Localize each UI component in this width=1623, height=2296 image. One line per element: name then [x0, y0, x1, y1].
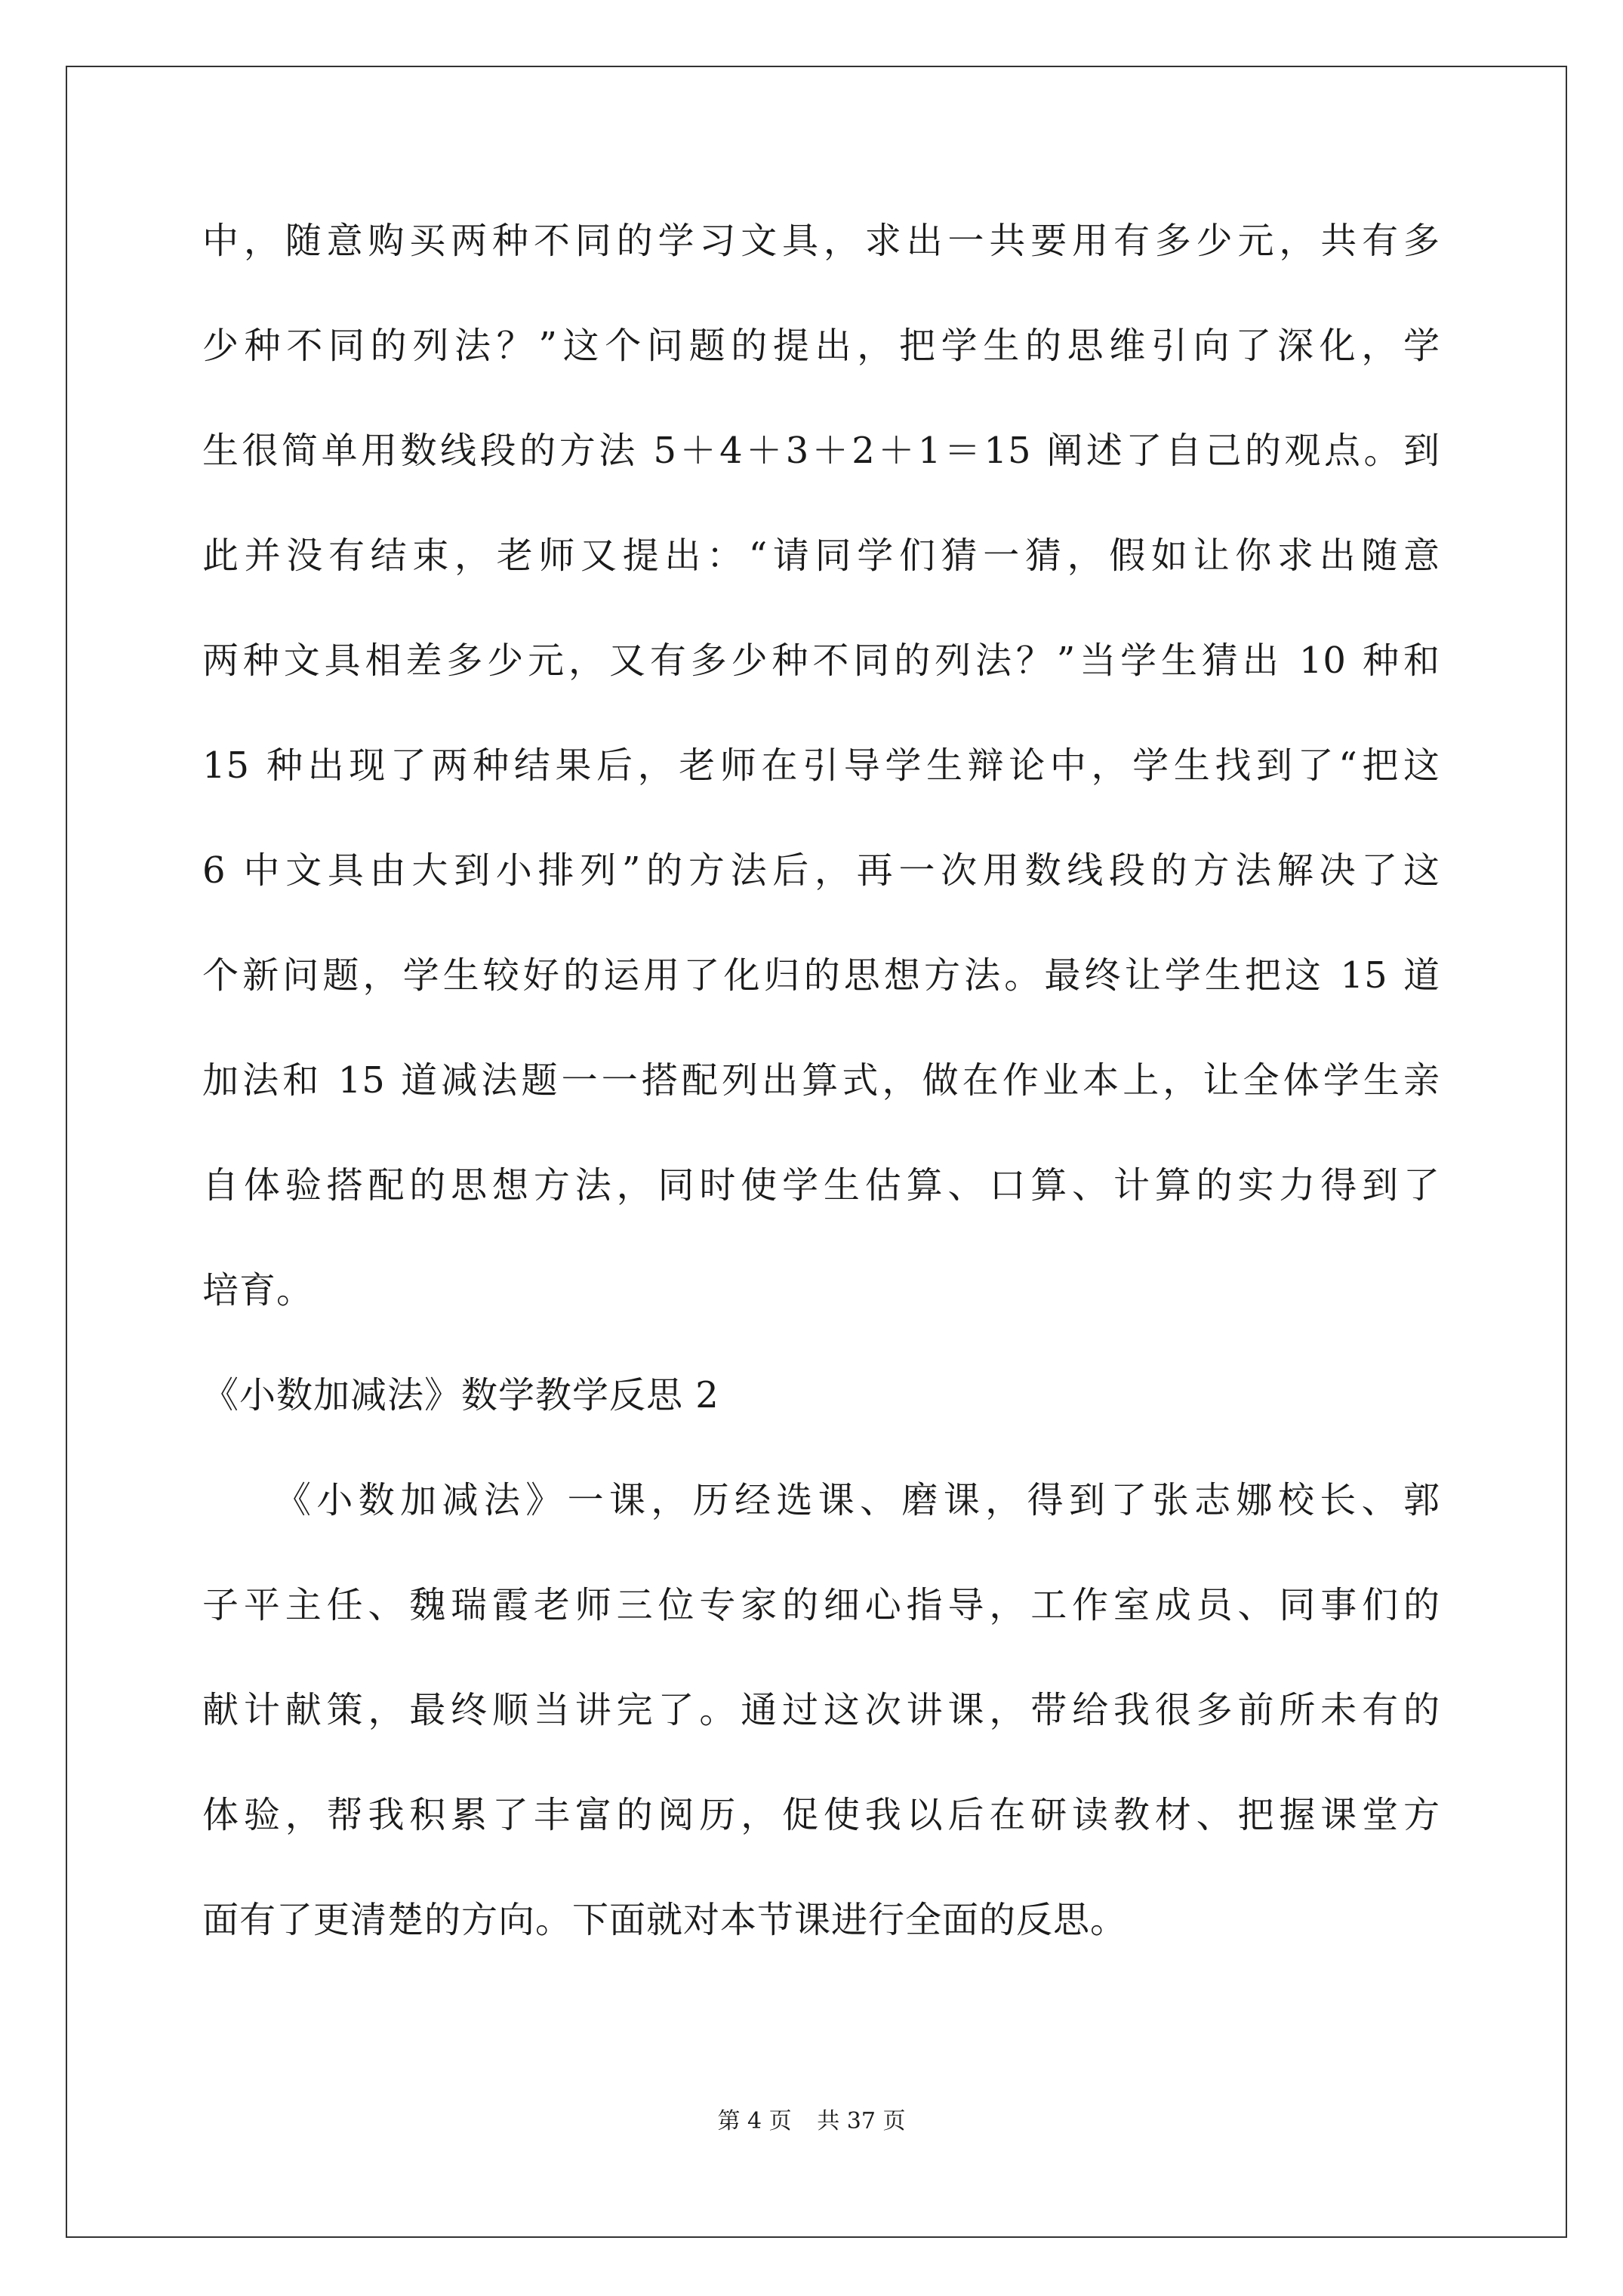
text-line: 此并没有结束，老师又提出：“请同学们猜一猜，假如让你求出随意: [202, 535, 1440, 577]
text-line: 自体验搭配的思想方法，同时使学生估算、口算、计算的实力得到了: [202, 1164, 1440, 1207]
text-line: 面有了更清楚的方向。下面就对本节课进行全面的反思。: [202, 1899, 1128, 1941]
document-body: [202, 189, 1440, 1973]
text-line: 子平主任、魏瑞霞老师三位专家的细心指导，工作室成员、同事们的: [202, 1584, 1440, 1626]
text-line: 个新问题，学生较好的运用了化归的思想方法。最终让学生把这 15 道: [202, 954, 1440, 997]
text-line: 15 种出现了两种结果后，老师在引导学生辩论中，学生找到了“把这: [202, 744, 1440, 787]
page-total: 共 37 页: [817, 2108, 906, 2134]
text-line: 体验，帮我积累了丰富的阅历，促使我以后在研读教材、把握课堂方: [202, 1794, 1440, 1836]
paragraph-first-line: 《小数加减法》一课，历经选课、磨课，得到了张志娜校长、郭: [275, 1479, 1440, 1521]
page-footer: [0, 2102, 1623, 2135]
text-line: 加法和 15 道减法题一一搭配列出算式，做在作业本上，让全体学生亲: [202, 1059, 1440, 1102]
text-line: 培育。: [202, 1269, 314, 1311]
text-line: 少种不同的列法？”这个问题的提出，把学生的思维引向了深化，学: [202, 325, 1440, 367]
text-line: 献计献策，最终顺当讲完了。通过这次讲课，带给我很多前所未有的: [202, 1689, 1440, 1731]
section-title: 《小数加减法》数学教学反思 2: [202, 1374, 719, 1416]
page-number: 第 4 页: [717, 2108, 792, 2134]
text-line: 中，随意购买两种不同的学习文具，求出一共要用有多少元，共有多: [202, 220, 1440, 262]
text-line: 6 中文具由大到小排列”的方法后，再一次用数线段的方法解决了这: [202, 849, 1440, 892]
text-line: 两种文具相差多少元，又有多少种不同的列法？”当学生猜出 10 种和: [202, 639, 1440, 682]
text-line: 生很简单用数线段的方法 5＋4＋3＋2＋1＝15 阐述了自己的观点。到: [202, 430, 1440, 472]
